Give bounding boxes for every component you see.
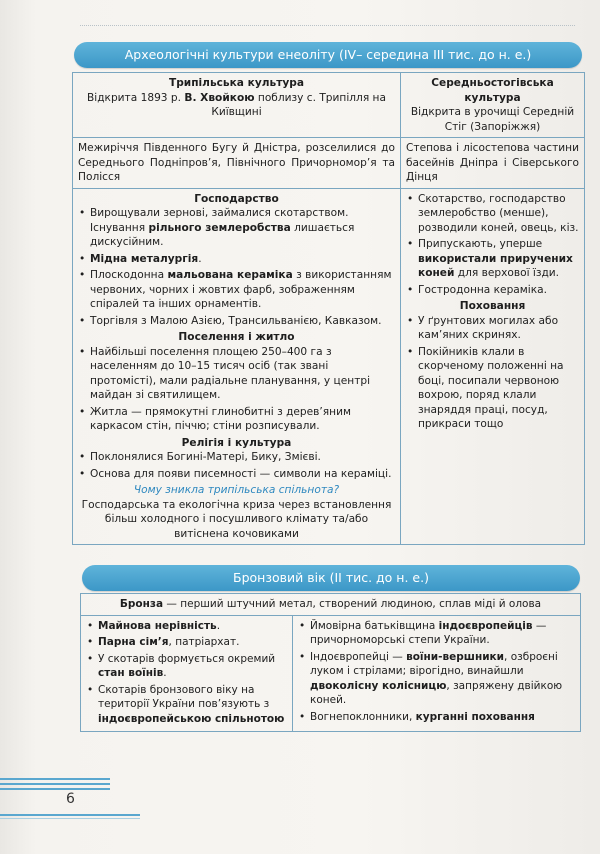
list-item: • Припускають, уперше використали приручених коней для верхової їзди. — [418, 237, 579, 281]
burial-heading: Поховання — [459, 300, 526, 312]
list-item: • Плоскодонна мальована кераміка з використанням червоних, чорних і жовтих фарб, зображенням спіралей та інших орнаментів. — [90, 268, 395, 312]
trypillia-territory: Межиріччя Південного Бугу й Дністра, розселилися до Середнього Подніпров’я, Північного Причорномор’я та Полісся — [73, 138, 401, 189]
list-item: • Скотарство, господарство землеробство (менше), розводили коней, овець, кіз. — [418, 192, 579, 236]
list-item: • У скотарів формується окремий стан воїнів. — [98, 652, 287, 681]
bronze-definition: Бронза — перший штучний метал, створений людиною, сплав міді й олова — [81, 594, 581, 616]
bronze-left-list — [86, 619, 287, 727]
list-item: • Гостродонна кераміка. — [418, 283, 579, 298]
bronze-age-table — [80, 593, 581, 732]
top-dotted-rule — [80, 25, 575, 26]
religion-heading: Релігія і культура — [181, 436, 292, 449]
trypillia-details-cell — [73, 188, 401, 545]
list-item: • Ймовірна батьківщина індоєвропейців — причорноморські степи України. — [310, 619, 575, 648]
page-number: 6 — [66, 791, 75, 807]
list-item: • Вирощували зернові, займалися скотарством. Існування рільного землеробства лишається дискусійним. — [90, 206, 395, 250]
footer-decoration — [0, 778, 110, 790]
settlement-heading: Поселення і житло — [178, 331, 295, 343]
serednii-economy-list — [406, 192, 579, 298]
trypillia-header-cell — [73, 73, 401, 138]
bronze-right-list — [298, 619, 575, 725]
footer-rule-thin — [0, 818, 140, 819]
section-banner-eneolithic: Археологічні культури енеоліту (IV– середина III тис. до н. е.) — [74, 42, 582, 68]
serednii-stih-territory: Степова і лісостепова частини басейнів Дніпра і Сіверського Дінця — [401, 138, 585, 189]
list-item: • Житла — прямокутні глинобитні з дерев’яним каркасом стін, піччю; стіни розписували. — [90, 405, 395, 434]
footer-rule — [0, 814, 140, 816]
economy-list — [78, 206, 395, 328]
serednii-stih-title: Середньостогівська культура — [431, 77, 554, 104]
serednii-stih-details-cell — [401, 188, 585, 545]
question-text: Чому зникла трипільська спільнота? — [133, 484, 340, 496]
religion-list — [78, 450, 395, 481]
list-item: • Поклонялися Богині-Матері, Бику, Змієві. — [90, 450, 395, 465]
list-item: • Майнова нерівність. — [98, 619, 287, 634]
trypillia-title: Трипільська культура — [169, 77, 304, 89]
bronze-left-cell — [81, 615, 293, 732]
burial-list — [406, 314, 579, 432]
list-item: • Вогнепоклонники, курганні поховання — [310, 710, 575, 725]
trypillia-discovery: Відкрита 1893 р. В. Хвойкою поблизу с. Трипілля на Київщині — [87, 91, 386, 118]
economy-heading: Господарство — [194, 192, 279, 205]
bronze-right-cell — [293, 615, 581, 732]
section-banner-bronze-age: Бронзовий вік (II тис. до н. е.) — [82, 565, 580, 591]
answer-text: Господарська та екологічна криза через встановлення більш холодного і посушливого клімату та/або витіснена кочовиками — [81, 498, 392, 540]
list-item: • Скотарів бронзового віку на території України пов’язують з індоєвропейською спільнотою — [98, 683, 287, 727]
serednii-stih-header-cell — [401, 73, 585, 138]
list-item: • Торгівля з Малою Азією, Трансильванією, Кавказом. — [90, 314, 395, 329]
list-item: • Найбільші поселення площею 250–400 га з населенням до 10–15 тисяч осіб (так звані протомісті), мали радіальне планування, у центрі майдан зі святилищем. — [90, 345, 395, 403]
eneolithic-cultures-table — [72, 72, 585, 545]
serednii-stih-discovery: Відкрита в урочищі Середній Стіг (Запоріжжя) — [410, 106, 575, 133]
list-item: • У ґрунтових могилах або кам’яних скринях. — [418, 314, 579, 343]
list-item: • Покійників клали в скорченому положенні на боці, посипали червоною вохрою, поряд клали знаряддя праці, посуд, прикраси тощо — [418, 345, 579, 432]
list-item: • Основа для появи писемності — символи на кераміці. — [90, 467, 395, 482]
list-item: • Індоєвропейці — воїни-вершники, озброєні луком і стрілами; вірогідно, винайшли двоколісну колісницю, запряжену двійкою коней. — [310, 650, 575, 708]
settlement-list — [78, 345, 395, 434]
list-item: • Мідна металургія. — [90, 252, 395, 267]
list-item: • Парна сім’я, патріархат. — [98, 635, 287, 650]
